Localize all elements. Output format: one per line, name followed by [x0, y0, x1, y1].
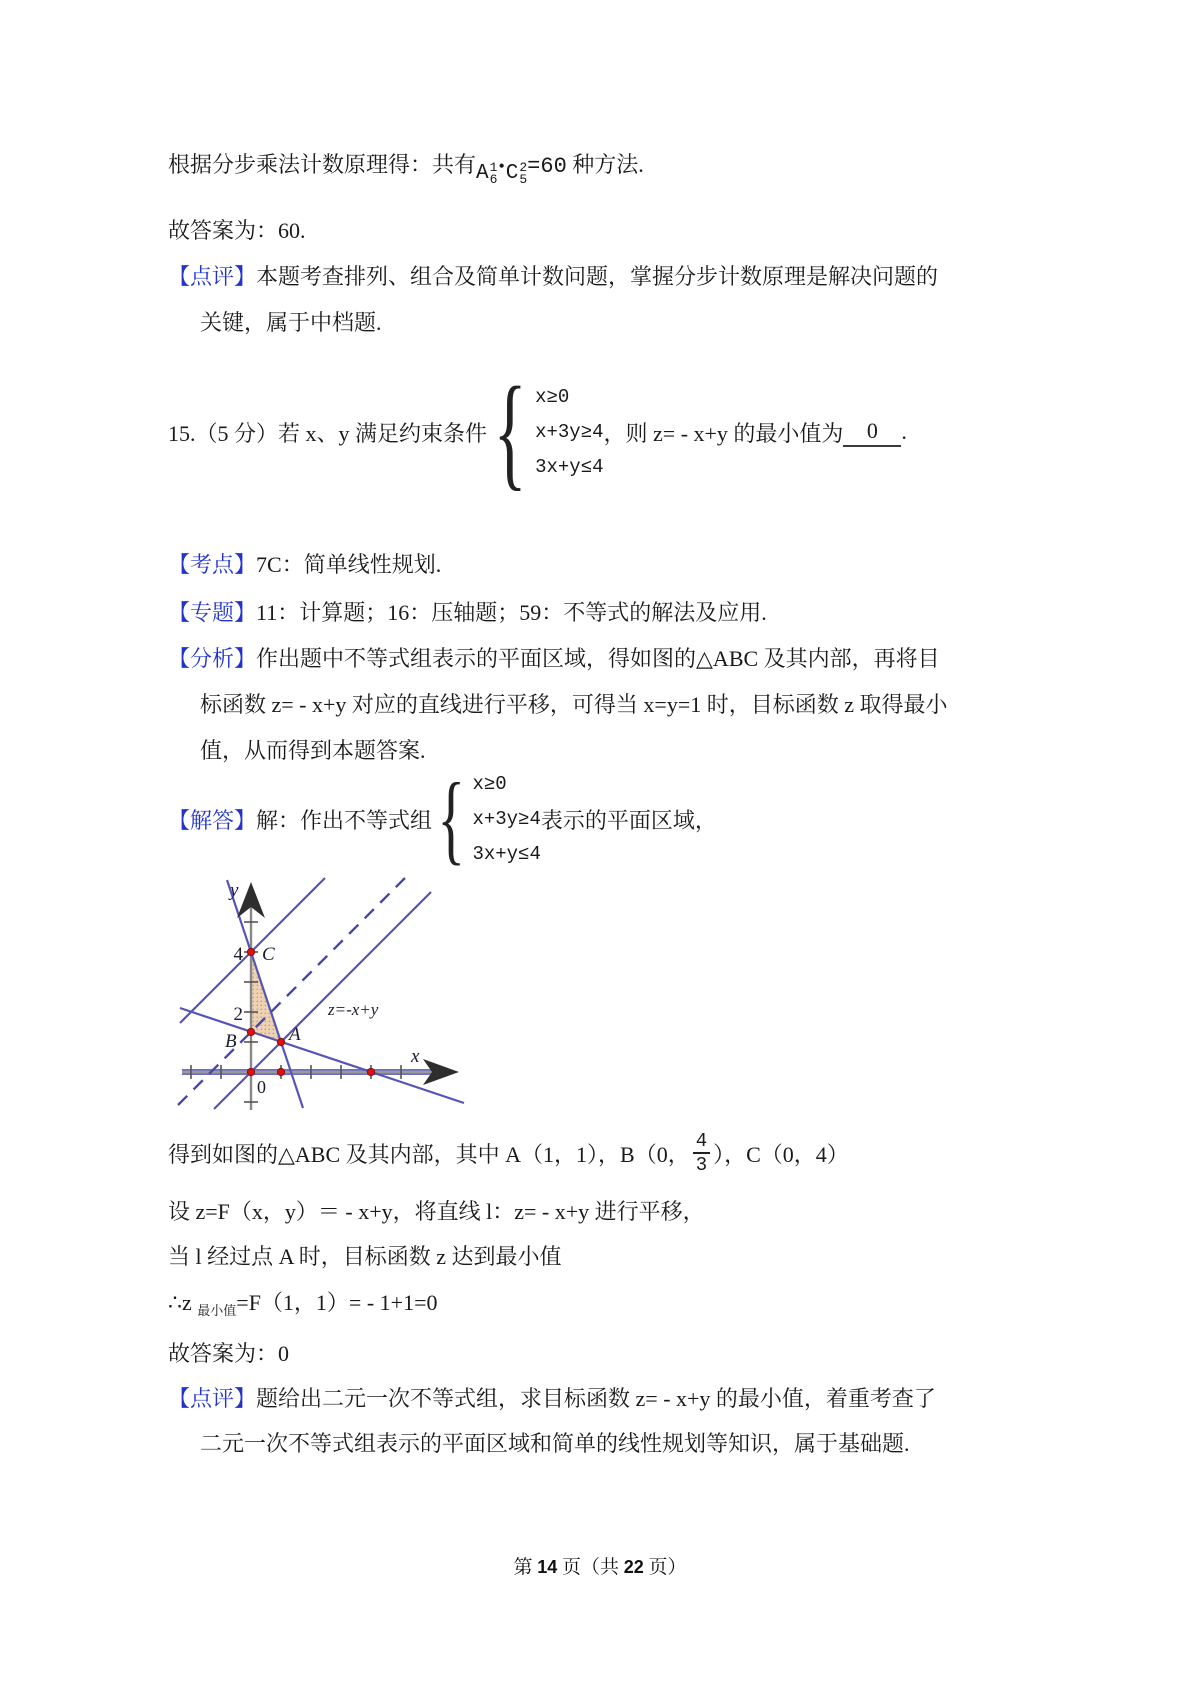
- intro-text-prefix: 根据分步乘法计数原理得：共有: [168, 152, 477, 177]
- objective-line-label: z=-x+y: [328, 1000, 379, 1019]
- y-tick-label-2: 2: [233, 1004, 243, 1025]
- footer-suffix: 页）: [643, 1557, 687, 1578]
- constraint-3: 3x+y≤4: [472, 842, 541, 865]
- footer-page-number: 14: [537, 1557, 558, 1577]
- question-15: [168, 360, 907, 502]
- jieda-tag: 【解答】: [168, 807, 257, 833]
- point-C-label: C: [262, 944, 275, 965]
- fenxi-line-1: 【分析】作出题中不等式组表示的平面区域，得如图的△ABC 及其内部，再将目: [168, 646, 940, 671]
- multiplication-dot: •: [498, 156, 505, 176]
- jieda-prefix: 解：作出不等式组: [256, 807, 433, 833]
- left-brace: {: [437, 763, 466, 875]
- dianping-line-1: 【点评】题给出二元一次不等式组，求目标函数 z= - x+y 的最小值，着重考查了: [168, 1386, 936, 1411]
- fenxi-line-3: 值，从而得到本题答案.: [200, 738, 426, 763]
- comment-tag: 【点评】: [168, 264, 257, 289]
- x-axis-label: x: [411, 1046, 420, 1067]
- zhuanti-tag: 【专题】: [168, 600, 257, 625]
- vertices-line-post: ），C（0，4）: [713, 1141, 849, 1167]
- combination-formula: C 2 5: [505, 159, 528, 187]
- question-15-period: .: [901, 419, 907, 444]
- final-answer-line: 故答案为：0: [168, 1341, 290, 1366]
- page-footer: [0, 1552, 1200, 1579]
- vertices-line: [168, 1126, 849, 1180]
- z-min-line: [168, 1286, 437, 1319]
- vertices-line-pre: 得到如图的△ABC 及其内部，其中 A（1，1），B（0，: [168, 1141, 690, 1167]
- fenxi-line-2: 标函数 z= - x+y 对应的直线进行平移，可得当 x=y=1 时，目标函数 z 取得最小: [200, 692, 948, 717]
- intro-comment-line-1: 【点评】本题考查排列、组合及简单计数问题，掌握分步计数原理是解决问题的: [168, 264, 939, 289]
- constraint-2: x+3y≥4: [535, 420, 604, 443]
- translate-line: 设 z=F（x，y）＝ - x+y，将直线 l：z= - x+y 进行平移，: [168, 1199, 705, 1224]
- point-C: [247, 948, 254, 955]
- answer-blank: 0: [843, 418, 901, 447]
- point-4-0: [367, 1068, 374, 1075]
- point-origin: [247, 1068, 254, 1075]
- z-min-subscript: 最小值: [197, 1303, 237, 1318]
- intro-text-suffix: 种方法.: [566, 152, 644, 177]
- footer-prefix: 第: [513, 1557, 538, 1578]
- footer-middle: 页（共: [557, 1557, 624, 1578]
- point-B-label: B: [225, 1031, 237, 1052]
- footer-total-pages: 22: [623, 1557, 644, 1577]
- y-axis-label: y: [230, 880, 239, 901]
- question-15-middle: ，则 z= - x+y 的最小值为: [603, 420, 844, 446]
- kaodian-line: 【考点】7C：简单线性规划.: [168, 552, 442, 577]
- dianping-line-2: 二元一次不等式组表示的平面区域和简单的线性规划等知识，属于基础题.: [200, 1431, 910, 1456]
- constraint-system: [472, 767, 540, 872]
- permutation-formula: A 1 6: [476, 159, 498, 187]
- objective-line-through-origin-A: [214, 892, 431, 1109]
- zhuanti-line: 【专题】11：计算题；16：压轴题；59：不等式的解法及应用.: [168, 600, 767, 625]
- constraint-1: x≥0: [535, 385, 570, 408]
- point-A: [277, 1038, 284, 1045]
- constraint-system: [535, 380, 603, 485]
- point-B: [247, 1028, 254, 1035]
- constraint-2: x+3y≥4: [472, 807, 541, 830]
- kaodian-tag: 【考点】: [168, 552, 257, 577]
- dianping-tag: 【点评】: [168, 1386, 257, 1411]
- z-min-pre: ∴z: [168, 1290, 198, 1315]
- z-min-post: =F（1，1）= - 1+1=0: [236, 1290, 438, 1315]
- intro-line-1: [168, 148, 644, 186]
- line-x-plus-3y-equals-4: [180, 1008, 464, 1103]
- left-brace: {: [493, 360, 527, 502]
- min-at-A-line: 当 l 经过点 A 时，目标函数 z 达到最小值: [168, 1244, 562, 1269]
- point-1-0: [277, 1068, 284, 1075]
- constraint-1: x≥0: [472, 772, 507, 795]
- constraint-3: 3x+y≤4: [535, 455, 604, 478]
- fenxi-tag: 【分析】: [168, 646, 257, 671]
- question-15-prefix: 15.（5 分）若 x、y 满足约束条件: [168, 420, 488, 446]
- jieda-suffix: 表示的平面区域，: [540, 807, 717, 833]
- jieda-line: [168, 764, 717, 874]
- y-tick-label-4: 4: [233, 944, 243, 965]
- formula-result: =60: [527, 154, 567, 179]
- origin-label: 0: [257, 1077, 266, 1097]
- point-A-label: A: [289, 1024, 301, 1045]
- feasible-region-figure: [168, 872, 473, 1117]
- intro-answer-line: 故答案为：60.: [168, 218, 306, 243]
- fraction-four-thirds: $\frac{4}{3}$: [693, 1130, 710, 1176]
- intro-comment-line-2: 关键，属于中档题.: [200, 310, 382, 335]
